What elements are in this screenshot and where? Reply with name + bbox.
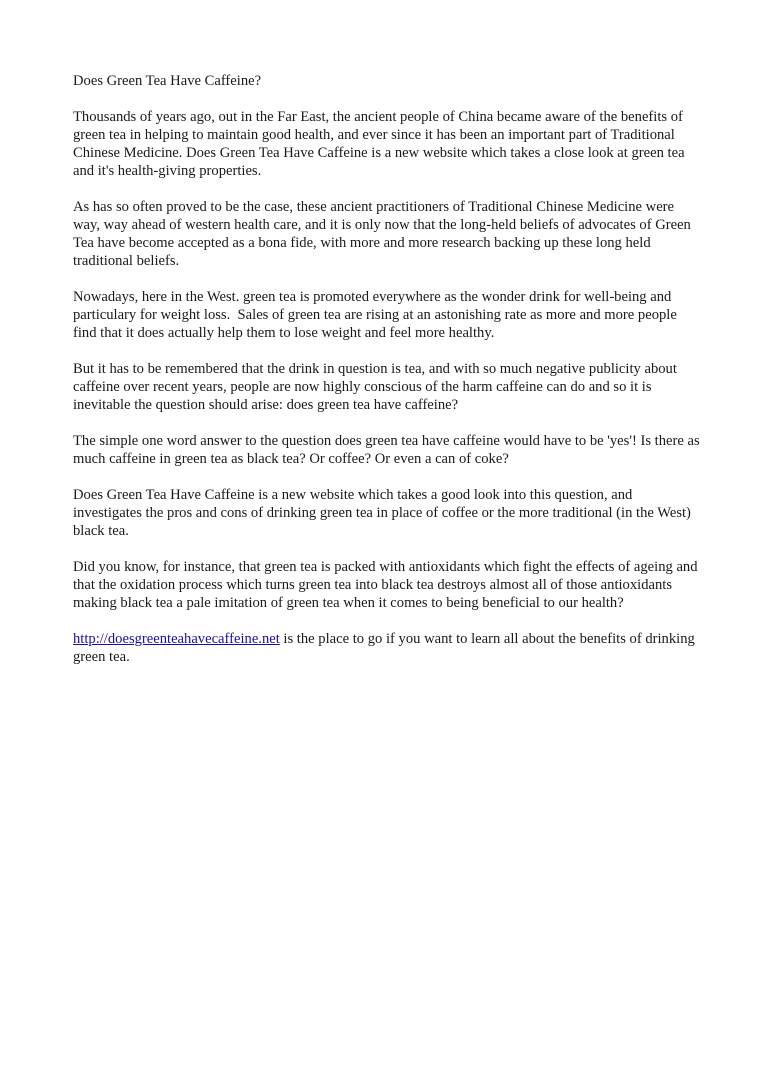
paragraph-ancient-practitioners: As has so often proved to be the case, these ancient practitioners of Traditional Chinese Medicine were way, way ahead of western health care, and it is only now that the long-held beliefs of advocates of Green Tea have become accepted as a bona fide, with more and more research backing up these long held traditional beliefs. xyxy=(73,199,695,269)
document-body xyxy=(73,72,703,684)
paragraph-website-intro: Does Green Tea Have Caffeine is a new website which takes a good look into this question, and investigates the pros and cons of drinking green tea in place of coffee or the more traditional (in the West) black tea. xyxy=(73,487,695,539)
paragraph-simple-answer: The simple one word answer to the question does green tea have caffeine would have to be 'yes'! Is there as much caffeine in green tea as black tea? Or coffee? Or even a can of coke? xyxy=(73,433,704,467)
closing-text: is the place to go if you want to learn all about the benefits of drinking green tea. xyxy=(73,631,699,665)
website-link[interactable]: http://doesgreenteahavecaffeine.net xyxy=(73,631,280,647)
paragraph-closing xyxy=(73,630,703,666)
document-title: Does Green Tea Have Caffeine? xyxy=(73,73,262,89)
paragraph-west-promotion: Nowadays, here in the West. green tea is promoted everywhere as the wonder drink for well-being and particulary for weight loss. Sales of green tea are rising at an astonishing rate as more and more people find that it does actually help them to lose weight and feel more healthy. xyxy=(73,289,681,341)
paragraph-antioxidants: Did you know, for instance, that green tea is packed with antioxidants which fight the effects of ageing and that the oxidation process which turns green tea into black tea destroys almost all of those antioxidants making black tea a pale imitation of green tea when it comes to being beneficial to our health? xyxy=(73,559,702,611)
paragraph-history: Thousands of years ago, out in the Far East, the ancient people of China became aware of the benefits of green tea in helping to maintain good health, and ever since it has been an important part of Traditional Chinese Medicine. Does Green Tea Have Caffeine is a new website which takes a close look at green tea and it's health-giving properties. xyxy=(73,109,689,179)
paragraph-caffeine-question: But it has to be remembered that the drink in question is tea, and with so much negative publicity about caffeine over recent years, people are now highly conscious of the harm caffeine can do and so it is inevitable the question should arise: does green tea have caffeine? xyxy=(73,361,681,413)
